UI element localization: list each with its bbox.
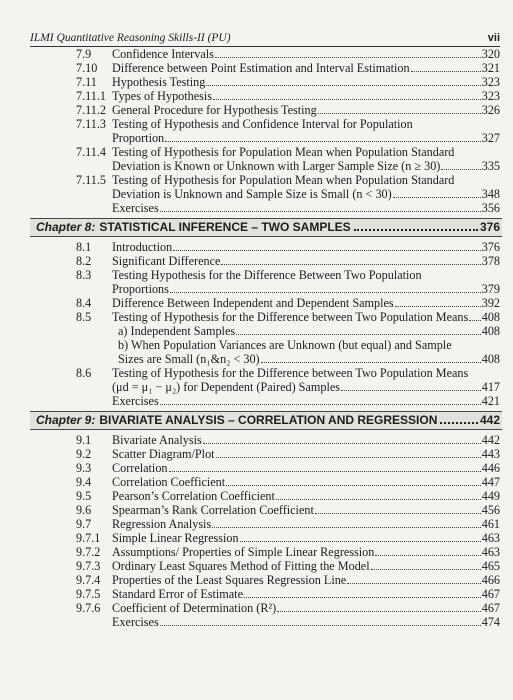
toc-entry[interactable]: [32, 268, 500, 282]
chapter8-title: STATISTICAL INFERENCE – TWO SAMPLES: [99, 220, 351, 234]
entry-line: [112, 433, 500, 447]
entry-number: 9.6: [76, 503, 92, 517]
dot-leader: [261, 361, 481, 363]
entry-line: [112, 503, 500, 517]
chapter9-list: [32, 433, 500, 629]
entry-number: 8.4: [76, 296, 92, 310]
toc-entry[interactable]: [32, 531, 500, 545]
entry-title: Types of Hypothesis: [112, 89, 213, 103]
toc-entry-continuation[interactable]: [32, 159, 500, 173]
entry-line: [112, 447, 500, 461]
entry-title-continued: (μd = μ₁ − μ₂) for Dependent (Paired) Samples: [112, 380, 340, 394]
toc-entry[interactable]: [32, 503, 500, 517]
entry-number: 9.7.6: [76, 601, 101, 615]
entry-page: 443: [481, 447, 500, 461]
entry-line: [112, 531, 500, 545]
entry-number: 9.7.5: [76, 587, 101, 601]
entry-page: 408: [481, 324, 500, 338]
dot-leader: [276, 498, 481, 500]
entry-title-continued: Proportions: [112, 282, 169, 296]
chapter9-page: 442: [479, 413, 500, 427]
entry-line: [112, 254, 500, 268]
dot-leader: [160, 624, 481, 626]
dot-leader: [160, 403, 481, 405]
entry-number: 9.7: [76, 517, 92, 531]
toc-entry[interactable]: [32, 145, 500, 159]
dot-leader: [469, 319, 480, 321]
toc-entry[interactable]: [32, 447, 500, 461]
entry-line: [112, 145, 500, 159]
entry-title-continued: Proportion: [112, 131, 165, 145]
toc-entry[interactable]: [32, 201, 500, 215]
toc-entry[interactable]: [32, 47, 500, 61]
entry-line: [118, 338, 500, 352]
entry-number: 9.7.3: [76, 559, 101, 573]
entry-line: [112, 89, 500, 103]
entry-title: Testing of Hypothesis for Population Mean when Population Standard: [112, 173, 455, 187]
entry-number: 9.1: [76, 433, 92, 447]
toc-entry[interactable]: [32, 461, 500, 475]
entry-page: 392: [481, 296, 500, 310]
dot-leader: [244, 596, 481, 598]
entry-line: [112, 173, 500, 187]
entry-number: 7.11: [76, 75, 97, 89]
entry-number: 9.7.4: [76, 573, 101, 587]
toc-entry[interactable]: [32, 352, 500, 366]
entry-line: [112, 103, 500, 117]
entry-title: Correlation Coefficient: [112, 475, 226, 489]
entry-title: Exercises: [112, 615, 159, 629]
entry-page: 379: [481, 282, 500, 296]
toc-entry-continuation[interactable]: [32, 187, 500, 201]
entry-line: [112, 475, 500, 489]
toc-entry[interactable]: [32, 545, 500, 559]
entry-title: Ordinary Least Squares Method of Fitting the Model: [112, 559, 370, 573]
entry-title: Correlation: [112, 461, 168, 475]
entry-title: General Procedure for Hypothesis Testing: [112, 103, 317, 117]
entry-line: [112, 545, 500, 559]
dot-leader: [226, 484, 481, 486]
chapter9-heading[interactable]: [30, 411, 502, 430]
dot-leader: [347, 582, 481, 584]
entry-page: 408: [481, 310, 500, 324]
entry-page: 449: [481, 489, 500, 503]
entry-title: Simple Linear Regression: [112, 531, 239, 545]
entry-number: 8.1: [76, 240, 92, 254]
entry-page: 465: [481, 559, 500, 573]
dot-leader: [165, 140, 481, 142]
entry-title: Regression Analysis: [112, 517, 212, 531]
dot-leader: [315, 512, 481, 514]
dot-leader: [206, 84, 480, 86]
chapter8-heading[interactable]: [30, 218, 502, 237]
entry-page: 320: [481, 47, 500, 61]
entry-line: [118, 352, 500, 366]
toc-entry[interactable]: [32, 601, 500, 615]
table-of-contents: [32, 47, 500, 629]
entry-line: [112, 131, 500, 145]
toc-entry[interactable]: [32, 61, 500, 75]
entry-page: 321: [481, 61, 500, 75]
entry-line: [112, 380, 500, 394]
dot-leader: [371, 568, 481, 570]
entry-line: [112, 240, 500, 254]
entry-title: a) Independent Samples: [118, 324, 236, 338]
toc-entry[interactable]: [32, 517, 500, 531]
toc-entry[interactable]: [32, 573, 500, 587]
toc-entry[interactable]: [32, 587, 500, 601]
entry-line: [112, 310, 500, 324]
dot-leader: [354, 228, 478, 231]
toc-entry[interactable]: [32, 310, 500, 324]
entry-page: 356: [481, 201, 500, 215]
dot-leader: [440, 421, 478, 424]
entry-page: 456: [481, 503, 500, 517]
toc-entry[interactable]: [32, 173, 500, 187]
entry-page: 467: [481, 601, 500, 615]
entry-title-continued: Deviation is Unknown and Sample Size is Small (n < 30): [112, 187, 392, 201]
entry-page: 474: [481, 615, 500, 629]
entry-title-continued: Deviation is Known or Unknown with Larger Sample Size (n ≥ 30): [112, 159, 441, 173]
entry-page: 417: [481, 380, 500, 394]
entry-page: 378: [481, 254, 500, 268]
dot-leader: [170, 291, 481, 293]
dot-leader: [375, 554, 480, 556]
dot-leader: [213, 98, 481, 100]
toc-entry[interactable]: [32, 254, 500, 268]
entry-title: Difference between Point Estimation and Interval Estimation: [112, 61, 410, 75]
dot-leader: [393, 196, 481, 198]
entry-page: 335: [481, 159, 500, 173]
entry-number: 9.3: [76, 461, 92, 475]
entry-line: [112, 268, 500, 282]
entry-page: 442: [481, 433, 500, 447]
entry-number: 8.5: [76, 310, 92, 324]
entry-page: 466: [481, 573, 500, 587]
dot-leader: [160, 210, 481, 212]
dot-leader: [240, 540, 481, 542]
entry-line: [112, 489, 500, 503]
toc-entry[interactable]: [32, 103, 500, 117]
entry-page: 421: [481, 394, 500, 408]
chapter8-page: 376: [479, 220, 500, 234]
dot-leader: [203, 442, 481, 444]
entry-number: 9.7.2: [76, 545, 101, 559]
toc-entry[interactable]: [32, 324, 500, 338]
dot-leader: [318, 112, 481, 114]
toc-entry[interactable]: [32, 433, 500, 447]
entry-line: [112, 187, 500, 201]
dot-leader: [216, 456, 481, 458]
toc-entry[interactable]: [32, 117, 500, 131]
entry-line: [112, 282, 500, 296]
entry-line: [112, 573, 500, 587]
entry-line: [112, 47, 500, 61]
entry-number: 8.3: [76, 268, 92, 282]
toc-entry-continuation[interactable]: [32, 131, 500, 145]
entry-page: 323: [481, 75, 500, 89]
page-number: vii: [487, 32, 500, 44]
dot-leader: [277, 610, 481, 612]
entry-page: 323: [481, 89, 500, 103]
dot-leader: [212, 526, 481, 528]
entry-line: [112, 159, 500, 173]
entry-title: Pearson’s Correlation Coefficient: [112, 489, 275, 503]
entry-number: 8.2: [76, 254, 92, 268]
dot-leader: [441, 168, 480, 170]
entry-number: 7.9: [76, 47, 92, 61]
entry-number: 9.7.1: [76, 531, 101, 545]
entry-page: 348: [481, 187, 500, 201]
entry-title: Testing Hypothesis for the Difference Between Two Population: [112, 268, 422, 282]
entry-page: 327: [481, 131, 500, 145]
entry-line: [118, 324, 500, 338]
entry-title: Difference Between Independent and Dependent Samples: [112, 296, 394, 310]
entry-title: b) When Population Variances are Unknown (but equal) and Sample: [118, 338, 452, 352]
page-header: [30, 30, 500, 47]
entry-title: Sizes are Small (n₁&n₂ < 30): [118, 352, 260, 366]
chapter9-label: Chapter 9:: [36, 413, 96, 427]
entry-line: [112, 366, 500, 380]
entry-line: [112, 517, 500, 531]
chapter8-label: Chapter 8:: [36, 220, 96, 234]
dot-leader: [411, 70, 481, 72]
toc-entry[interactable]: [32, 75, 500, 89]
entry-line: [112, 615, 500, 629]
entry-line: [112, 559, 500, 573]
dot-leader: [395, 305, 481, 307]
entry-line: [112, 75, 500, 89]
toc-entry[interactable]: [32, 559, 500, 573]
entry-page: 446: [481, 461, 500, 475]
entry-page: 376: [481, 240, 500, 254]
entry-title: Spearman’s Rank Correlation Coefficient: [112, 503, 314, 517]
dot-leader: [236, 333, 481, 335]
entry-line: [112, 61, 500, 75]
toc-entry[interactable]: [32, 366, 500, 380]
entry-line: [112, 296, 500, 310]
entry-title: Coefficient of Determination (R²): [112, 601, 277, 615]
toc-entry-continuation[interactable]: [32, 380, 500, 394]
toc-entry-continuation[interactable]: [32, 282, 500, 296]
entry-page: 463: [481, 545, 500, 559]
entry-page: 463: [481, 531, 500, 545]
toc-entry[interactable]: [32, 394, 500, 408]
entry-title: Exercises: [112, 394, 159, 408]
entry-page: 326: [481, 103, 500, 117]
running-title: ILMI Quantitative Reasoning Skills-II (PU): [30, 32, 231, 44]
entry-title: Bivariate Analysis: [112, 433, 202, 447]
dot-leader: [221, 263, 480, 265]
entry-number: 9.5: [76, 489, 92, 503]
toc-entry[interactable]: [32, 296, 500, 310]
toc-entry[interactable]: [32, 240, 500, 254]
toc-entry[interactable]: [32, 489, 500, 503]
entry-title: Testing of Hypothesis for Population Mean when Population Standard: [112, 145, 455, 159]
chapter7-list: [32, 47, 500, 215]
entry-number: 7.11.1: [76, 89, 107, 103]
entry-title: Testing of Hypothesis for the Difference between Two Population Means: [112, 366, 469, 380]
entry-number: 7.11.4: [76, 145, 107, 159]
entry-title: Scatter Diagram/Plot: [112, 447, 215, 461]
entry-page: 461: [481, 517, 500, 531]
entry-title: Introduction: [112, 240, 173, 254]
dot-leader: [215, 56, 481, 58]
entry-number: 7.11.5: [76, 173, 107, 187]
entry-title: Properties of the Least Squares Regression Line: [112, 573, 347, 587]
toc-entry[interactable]: [32, 475, 500, 489]
entry-line: [112, 394, 500, 408]
entry-number: 9.2: [76, 447, 92, 461]
toc-entry[interactable]: [32, 615, 500, 629]
entry-line: [112, 601, 500, 615]
chapter8-list: [32, 240, 500, 408]
entry-line: [112, 461, 500, 475]
entry-page: 467: [481, 587, 500, 601]
entry-title: Standard Error of Estimate: [112, 587, 243, 601]
entry-number: 9.4: [76, 475, 92, 489]
dot-leader: [173, 249, 480, 251]
entry-title: Assumptions/ Properties of Simple Linear Regression: [112, 545, 375, 559]
dot-leader: [169, 470, 481, 472]
entry-page: 408: [481, 352, 500, 366]
entry-page: 447: [481, 475, 500, 489]
entry-number: 7.11.2: [76, 103, 107, 117]
entry-title: Significant Difference: [112, 254, 221, 268]
entry-title: Hypothesis Testing: [112, 75, 206, 89]
toc-entry[interactable]: [32, 89, 500, 103]
entry-number: 7.10: [76, 61, 98, 75]
entry-title: Testing of Hypothesis for the Difference between Two Population Means: [112, 310, 469, 324]
toc-entry[interactable]: [32, 338, 500, 352]
entry-title: Exercises: [112, 201, 159, 215]
entry-number: 8.6: [76, 366, 92, 380]
entry-number: 7.11.3: [76, 117, 107, 131]
entry-line: [112, 201, 500, 215]
entry-title: Testing of Hypothesis and Confidence Interval for Population: [112, 117, 413, 131]
entry-line: [112, 117, 500, 131]
entry-line: [112, 587, 500, 601]
chapter9-title: BIVARIATE ANALYSIS – CORRELATION AND REGRESSION: [99, 413, 438, 427]
dot-leader: [341, 389, 481, 391]
entry-title: Confidence Intervals: [112, 47, 214, 61]
